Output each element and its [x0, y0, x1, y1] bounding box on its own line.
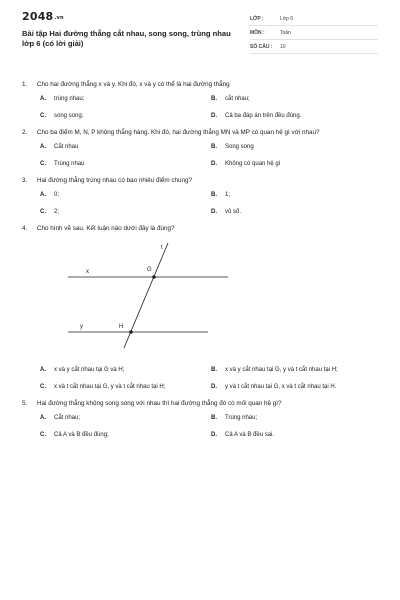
answer-option-a[interactable] [40, 143, 211, 152]
option-letter: B. [211, 415, 217, 421]
answer-option-c[interactable] [40, 431, 211, 440]
logo-text: 2048 [22, 10, 54, 23]
question-text [22, 128, 382, 138]
meta-value: Toán [280, 29, 291, 36]
option-letter: D. [211, 209, 217, 215]
question-2 [22, 128, 382, 169]
meta-row-class [250, 12, 378, 26]
option-text: Không có quan hệ gì [225, 161, 281, 167]
question-3 [22, 176, 382, 217]
answer-option-a[interactable] [40, 191, 211, 200]
option-text: 1; [225, 192, 231, 198]
answer-option-d[interactable] [211, 112, 382, 121]
question-body: Cho hình vẽ sau. Kết luận nào dưới đây là đúng? [37, 225, 175, 232]
option-text: Trùng nhau; [225, 415, 258, 421]
option-text: song song; [54, 113, 84, 119]
meta-row-count [250, 40, 378, 54]
answer-option-a[interactable] [40, 414, 211, 423]
answer-options [22, 143, 382, 169]
question-body: Cho hai đường thẳng x và y. Khi đó, x và y có thể là hai đường thẳng [37, 81, 230, 88]
option-text: Trùng nhau [54, 161, 85, 167]
option-text: Cả A và B đều sai. [225, 432, 275, 438]
option-letter: A. [40, 96, 46, 102]
option-text: Song song [225, 144, 254, 150]
answer-option-c[interactable] [40, 160, 211, 169]
option-letter: B. [211, 144, 217, 150]
answer-option-a[interactable] [40, 95, 211, 104]
option-text: Cả ba đáp án trên đều đúng. [225, 113, 302, 119]
option-letter: A. [40, 367, 46, 373]
option-letter: B. [211, 96, 217, 102]
answer-options [22, 366, 382, 392]
option-text: 2; [54, 209, 60, 215]
question-1 [22, 80, 382, 121]
label-t: t [161, 245, 163, 251]
option-text: x và t cắt nhau tại G, y và t cắt nhau tại H; [54, 384, 166, 390]
answer-option-d[interactable] [211, 383, 382, 392]
option-text: trùng nhau; [54, 96, 85, 102]
option-letter: A. [40, 144, 46, 150]
answer-option-b[interactable] [211, 95, 382, 104]
meta-label: MÔN : [250, 29, 265, 36]
worksheet-title: Bài tập Hai đường thẳng cắt nhau, song song, trùng nhau lớp 6 (có lời giải) [22, 29, 231, 48]
option-text: vô số. [225, 209, 242, 215]
question-5 [22, 399, 382, 440]
question-text [22, 399, 382, 409]
label-g: G [147, 267, 152, 273]
option-letter: A. [40, 192, 46, 198]
option-text: cắt nhau; [225, 96, 250, 102]
option-letter: B. [211, 192, 217, 198]
question-body: Hai đường thẳng không song song với nhau thì hai đường thẳng đó có mối quan hệ gì? [37, 400, 282, 407]
question-text [22, 80, 382, 90]
point-h [129, 330, 133, 334]
answer-options [22, 95, 382, 121]
worksheet-header [22, 10, 382, 68]
worksheet-meta [250, 12, 378, 54]
meta-label: LỚP : [250, 15, 264, 22]
option-text: Cắt nhau [54, 144, 79, 150]
option-letter: D. [211, 113, 217, 119]
answer-option-b[interactable] [211, 143, 382, 152]
question-body: Cho ba điểm M, N, P không thẳng hàng. Khi đó, hai đường thẳng MN và MP có quan hệ gì với nhau? [37, 129, 320, 136]
option-letter: D. [211, 384, 217, 390]
answer-option-a[interactable] [40, 366, 211, 375]
label-y: y [80, 324, 83, 330]
answer-option-b[interactable] [211, 191, 382, 200]
meta-label: SỐ CÂU : [250, 43, 273, 50]
option-text: y và t cắt nhau tại G, x và t cắt nhau tại H. [225, 384, 337, 390]
option-text: x và y cắt nhau tại G, y và t cắt nhau tại H; [225, 367, 338, 373]
option-letter: D. [211, 161, 217, 167]
answer-option-d[interactable] [211, 160, 382, 169]
answer-options [22, 414, 382, 440]
answer-option-c[interactable] [40, 112, 211, 121]
question-number: 5. [22, 400, 28, 407]
option-text: Cả A và B đều đúng; [54, 432, 109, 438]
point-g [152, 275, 156, 279]
question-text [22, 176, 382, 186]
question-body: Hai đường thẳng trùng nhau có bao nhiêu điểm chung? [37, 177, 193, 184]
answer-option-c[interactable] [40, 208, 211, 217]
geometry-figure [58, 240, 228, 350]
question-4 [22, 224, 382, 392]
question-number: 4. [22, 225, 28, 232]
option-text: x và y cắt nhau tại G và H; [54, 367, 125, 373]
option-letter: C. [40, 432, 46, 438]
question-number: 3. [22, 177, 28, 184]
answer-option-d[interactable] [211, 431, 382, 440]
option-letter: C. [40, 113, 46, 119]
meta-row-subject [250, 26, 378, 40]
answer-option-b[interactable] [211, 414, 382, 423]
option-letter: C. [40, 209, 46, 215]
question-text [22, 224, 382, 234]
option-letter: A. [40, 415, 46, 421]
label-h: H [119, 324, 124, 330]
option-letter: C. [40, 161, 46, 167]
answer-option-d[interactable] [211, 208, 382, 217]
option-letter: D. [211, 432, 217, 438]
meta-value: 10 [280, 43, 286, 50]
answer-options [22, 191, 382, 217]
option-letter: C. [40, 384, 46, 390]
answer-option-c[interactable] [40, 383, 211, 392]
option-text: 0; [54, 192, 60, 198]
answer-option-b[interactable] [211, 366, 382, 375]
question-number: 1. [22, 81, 28, 88]
logo-suffix: .vn [54, 15, 64, 21]
question-number: 2. [22, 129, 28, 136]
label-x: x [86, 269, 89, 275]
meta-value: Lớp 6 [280, 15, 294, 22]
option-text: Cắt nhau; [54, 415, 81, 421]
question-list [22, 80, 382, 440]
option-letter: B. [211, 367, 217, 373]
